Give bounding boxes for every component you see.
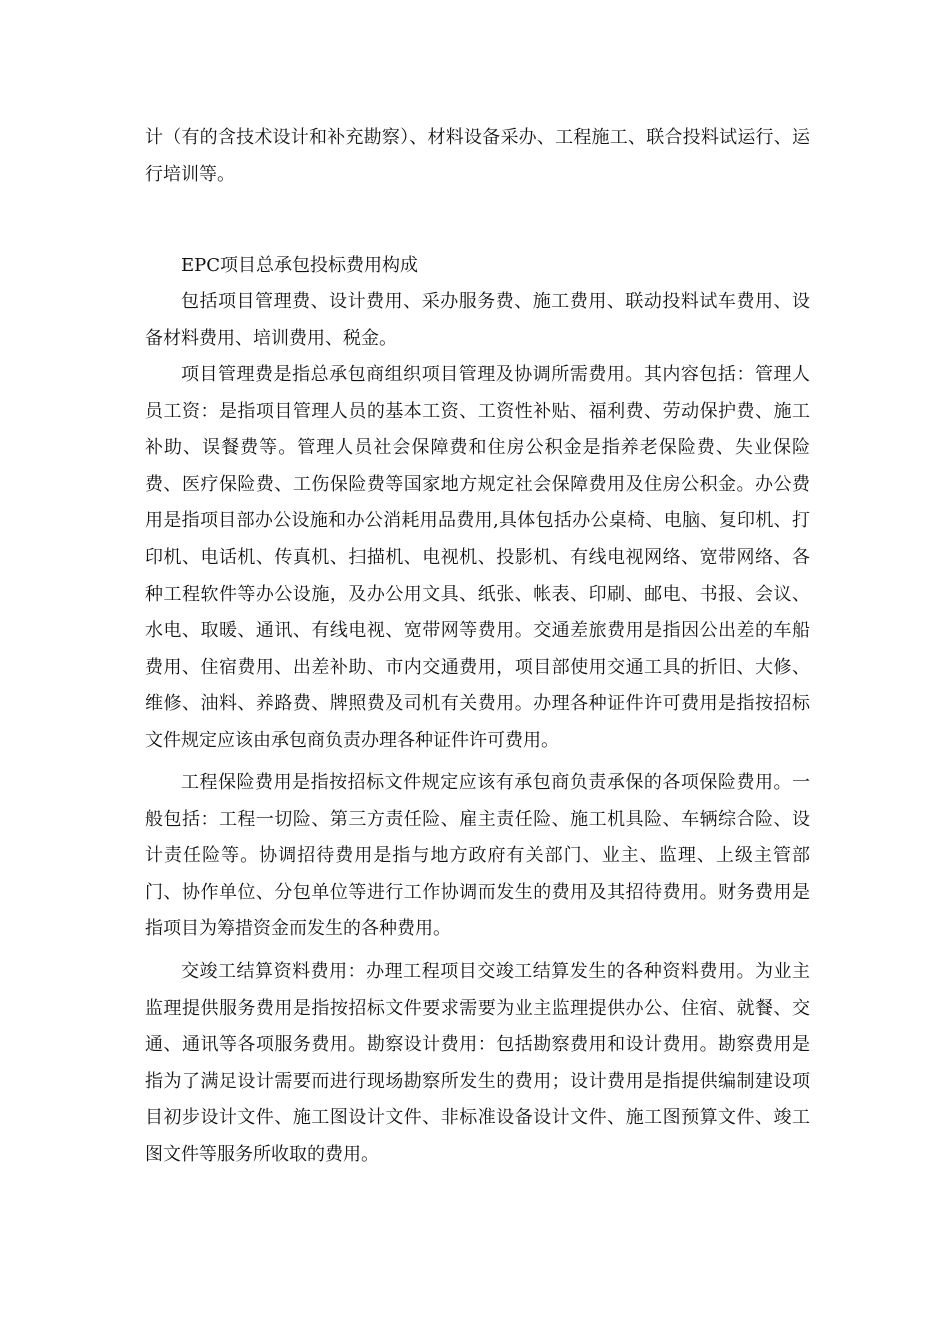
body-paragraph: 项目管理费是指总承包商组织项目管理及协调所需费用。其内容包括：管理人员工资：是指项目管理人员的基本工资、工资性补贴、福利费、劳动保护费、施工补助、误餐费等。管理人员社会保障费和住房公积金是指养老保险费、失业保险费、医疗保险费、工伤保险费等国家地方规定社会保障费用及住房公积金。办公费用是指项目部办公设施和办公消耗用品费用,具体包括办公桌椅、电脑、复印机、打印机、电话机、传真机、扫描机、电视机、投影机、有线电视网络、宽带网络、各种工程软件等办公设施，及办公用文具、纸张、帐表、印刷、邮电、书报、会议、水电、取暖、通讯、有线电视、宽带网等费用。交通差旅费用是指因公出差的车船费用、住宿费用、出差补助、市内交通费用，项目部使用交通工具的折旧、大修、维修、油料、养路费、牌照费及司机有关费用。办理各种证件许可费用是指按招标文件规定应该由承包商负责办理各种证件许可费用。	[145, 364, 810, 751]
intro-paragraph: 计（有的含技术设计和补充勘察）、材料设备采办、工程施工、联合投料试运行、运行培训等。	[145, 127, 810, 185]
body-paragraph: 交竣工结算资料费用：办理工程项目交竣工结算发生的各种资料费用。为业主监理提供服务费用是指按招标文件要求需要为业主监理提供办公、住宿、就餐、交通、通讯等各项服务费用。勘察设计费用：包括勘察费用和设计费用。勘察费用是指为了满足设计需要而进行现场勘察所发生的费用；设计费用是指提供编制建设项目初步设计文件、施工图设计文件、非标准设备设计文件、施工图预算文件、竣工图文件等服务所收取的费用。	[145, 961, 810, 1165]
section-heading: EPC项目总承包投标费用构成	[181, 255, 419, 276]
body-paragraph: 包括项目管理费、设计费用、采办服务费、施工费用、联动投料试车费用、设备材料费用、培训费用、税金。	[145, 291, 810, 349]
body-paragraph: 工程保险费用是指按招标文件规定应该有承包商负责承保的各项保险费用。一般包括：工程一切险、第三方责任险、雇主责任险、施工机具险、车辆综合险、设计责任险等。协调招待费用是指与地方政府有关部门、业主、监理、上级主管部门、协作单位、分包单位等进行工作协调而发生的费用及其招待费用。财务费用是指项目为筹措资金而发生的各种费用。	[145, 772, 810, 940]
